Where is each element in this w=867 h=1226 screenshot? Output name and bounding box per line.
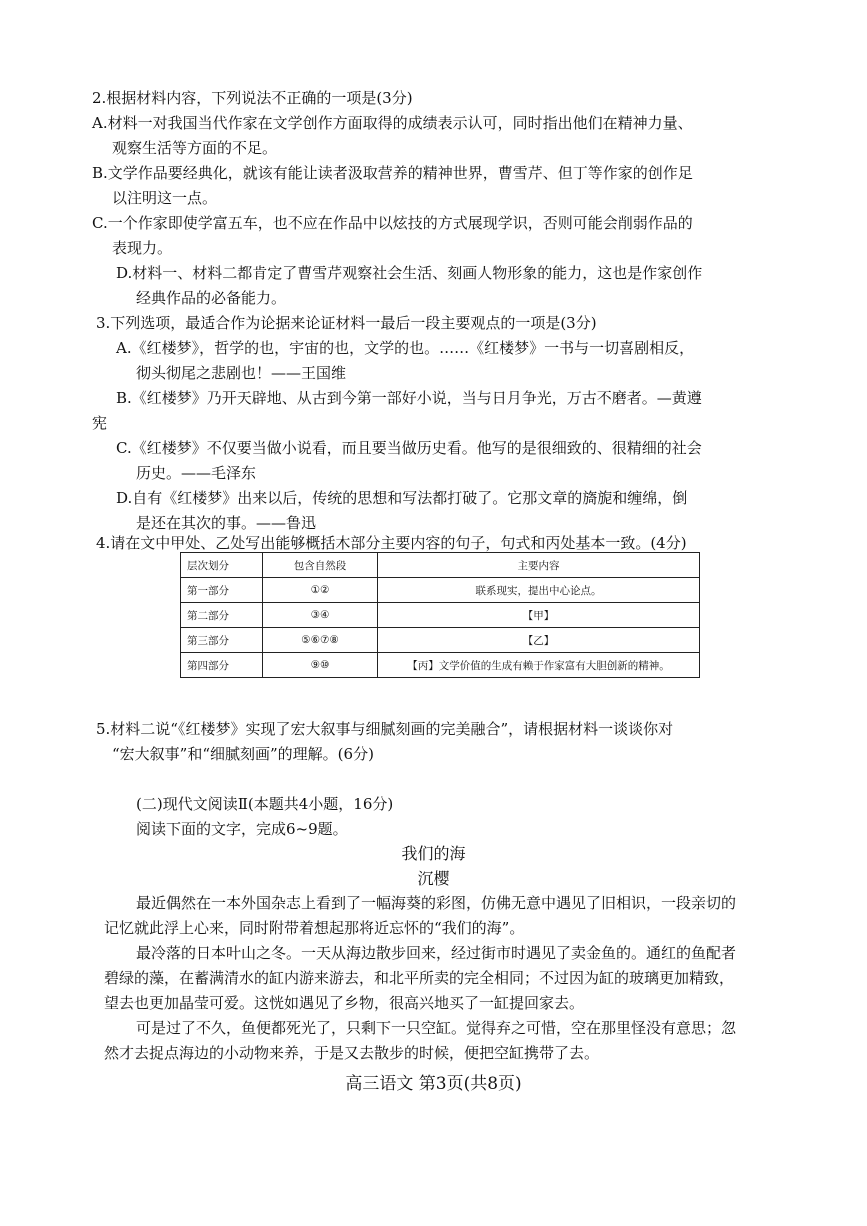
structure-table	[180, 552, 700, 678]
article-author: 沉樱	[417, 869, 450, 888]
q2-option-b-cont: 以注明这一点。	[112, 189, 218, 207]
table-cell: 【丙】文学价值的生成有赖于作家富有大胆创新的精神。	[378, 653, 700, 678]
q3-stem: 3.下列选项，最适合作为论据来论证材料一最后一段主要观点的一项是(3分)	[96, 314, 597, 332]
section-instruction: 阅读下面的文字，完成6~9题。	[136, 820, 348, 838]
q2-option-d-cont: 经典作品的必备能力。	[136, 289, 287, 307]
table-header-cell: 层次划分	[181, 553, 263, 578]
paragraph-line: 碧绿的藻，在蓄满清水的缸内游来游去，和北平所卖的完全相同；不过因为缸的玻璃更加精致，	[104, 969, 735, 987]
q3-option-b-cont: 宪	[92, 414, 108, 432]
paragraph-line: 最近偶然在一本外国杂志上看到了一幅海葵的彩图，仿佛无意中遇见了旧相识，一段亲切的	[136, 894, 737, 912]
table-header-row	[181, 553, 700, 578]
table-cell: 第一部分	[181, 578, 263, 603]
table-header-cell: 主要内容	[378, 553, 700, 578]
table-row	[181, 653, 700, 678]
q2-option-c: C.一个作家即使学富五车，也不应在作品中以炫技的方式展现学识，否则可能会削弱作品的	[92, 214, 693, 232]
paragraph-line: 然才去捉点海边的小动物来养，于是又去散步的时候，便把空缸携带了去。	[104, 1044, 600, 1062]
section-header: (二)现代文阅读Ⅱ(本题共4小题，16分)	[136, 795, 394, 813]
q3-option-d: D.自有《红楼梦》出来以后，传统的思想和写法都打破了。它那文章的旖旎和缠绵，倒	[116, 489, 688, 507]
q3-option-d-cont: 是还在其次的事。——鲁迅	[136, 514, 317, 532]
q5-stem: 5.材料二说“《红楼梦》实现了宏大叙事与细腻刻画的完美融合”，请根据材料一谈谈你对	[96, 720, 674, 738]
table-cell: 【甲】	[378, 603, 700, 628]
table-cell: 第二部分	[181, 603, 263, 628]
q3-option-c-cont: 历史。——毛泽东	[136, 464, 257, 482]
q3-option-a-cont: 彻头彻尾之悲剧也！——王国维	[136, 364, 347, 382]
paragraph-line: 最冷落的日本叶山之冬。一天从海边散步回来，经过街市时遇见了卖金鱼的。通红的鱼配者	[136, 944, 737, 962]
article-title: 我们的海	[401, 844, 466, 863]
q2-option-a: A.材料一对我国当代作家在文学创作方面取得的成绩表示认可，同时指出他们在精神力量、	[92, 114, 693, 132]
q3-option-a: A.《红楼梦》，哲学的也，宇宙的也，文学的也。……《红楼梦》一书与一切喜剧相反，	[116, 339, 695, 357]
table-cell: 第四部分	[181, 653, 263, 678]
table-cell: 第三部分	[181, 628, 263, 653]
q3-option-c: C.《红楼梦》不仅要当做小说看，而且要当做历史看。他写的是很细致的、很精细的社会	[116, 439, 702, 457]
table-row	[181, 578, 700, 603]
table-cell: 联系现实，提出中心论点。	[378, 578, 700, 603]
q3-option-b: B.《红楼梦》乃开天辟地、从古到今第一部好小说，当与日月争光，万古不磨者。—黄遵	[116, 389, 702, 407]
paragraph-line: 可是过了不久，鱼便都死光了，只剩下一只空缸。觉得弃之可惜，空在那里怪没有意思；忽	[136, 1019, 737, 1037]
q2-stem: 2.根据材料内容，下列说法不正确的一项是(3分)	[92, 89, 413, 107]
table-cell: ⑨⑩	[263, 653, 378, 678]
table-row	[181, 628, 700, 653]
page-footer: 高三语文 第3页(共8页)	[345, 1074, 522, 1094]
paragraph-line: 望去也更加晶莹可爱。这恍如遇见了乡物，很高兴地买了一缸提回家去。	[104, 994, 585, 1012]
table-cell: 【乙】	[378, 628, 700, 653]
q2-option-d: D.材料一、材料二都肯定了曹雪芹观察社会生活、刻画人物形象的能力，这也是作家创作	[116, 264, 703, 282]
table-cell: ③④	[263, 603, 378, 628]
table-cell: ①②	[263, 578, 378, 603]
q5-stem-cont: “宏大叙事”和“细腻刻画”的理解。(6分)	[112, 745, 374, 763]
paragraph-line: 记忆就此浮上心来，同时附带着想起那将近忘怀的“我们的海”。	[104, 919, 525, 937]
table-cell: ⑤⑥⑦⑧	[263, 628, 378, 653]
table-header-cell: 包含自然段	[263, 553, 378, 578]
q4-stem: 4.请在文中甲处、乙处写出能够概括木部分主要内容的句子，句式和丙处基本一致。(4分)	[96, 534, 687, 552]
table-row	[181, 603, 700, 628]
q2-option-a-cont: 观察生活等方面的不足。	[112, 139, 278, 157]
q2-option-b: B.文学作品要经典化，就该有能让读者汲取营养的精神世界，曹雪芹、但丁等作家的创作足	[92, 164, 693, 182]
q2-option-c-cont: 表现力。	[112, 239, 173, 257]
